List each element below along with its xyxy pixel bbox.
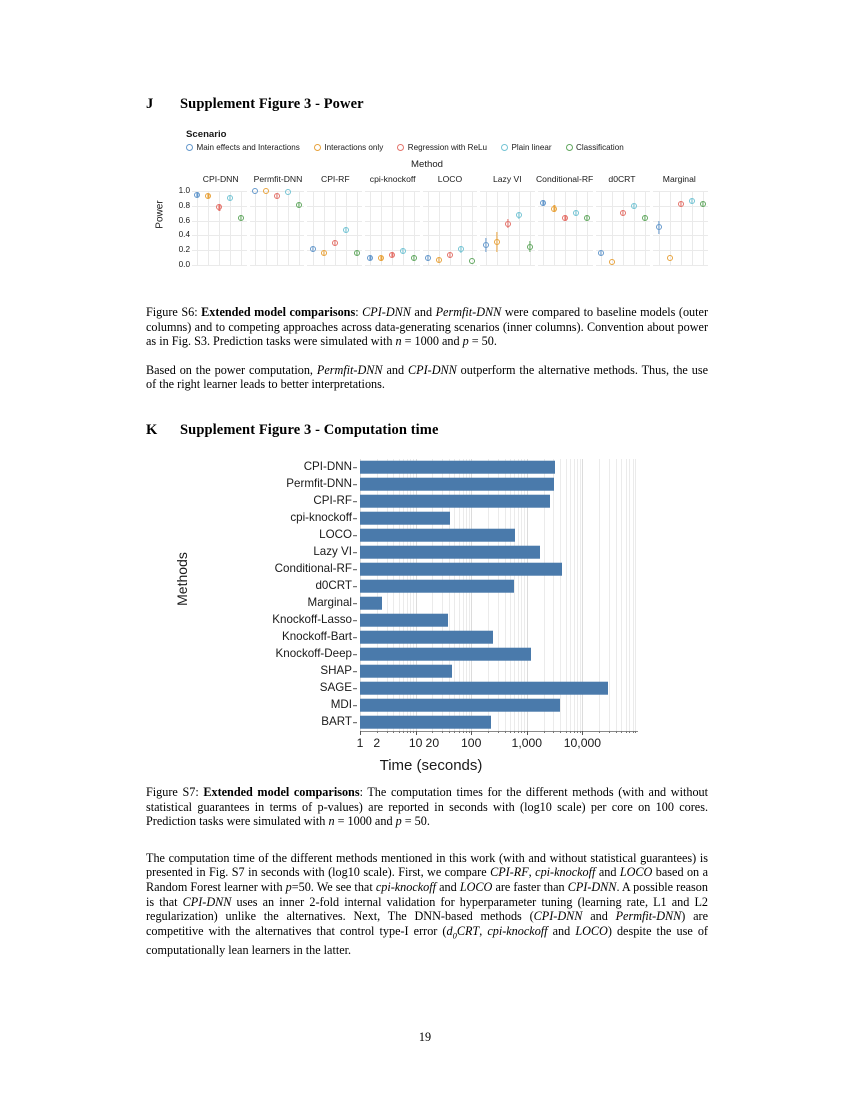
gridline-vertical <box>609 459 610 731</box>
bar-label-cpi-dnn: CPI-DNN <box>303 460 352 474</box>
power-data-point <box>378 255 384 261</box>
x-axis-tick <box>582 731 583 735</box>
panel-title-permfit-dnn: Permfit-DNN <box>253 174 303 184</box>
x-axis-tick <box>544 731 545 734</box>
legend-item-label: Interactions only <box>324 143 384 152</box>
figure-s6-caption-bold: Extended model comparisons <box>201 305 356 319</box>
panel-title-row <box>192 174 708 184</box>
power-data-point <box>285 189 291 195</box>
gridline-vertical <box>439 191 440 265</box>
power-panel <box>538 191 593 266</box>
power-data-point <box>425 255 431 261</box>
panel-title-marginal: Marginal <box>662 174 696 184</box>
figure-s7-time-chart <box>146 453 708 783</box>
power-data-point <box>274 193 280 199</box>
power-panel <box>250 191 305 266</box>
power-y-tick: 0.2 <box>178 245 190 255</box>
x-axis-tick <box>360 731 361 735</box>
legend-item-2[interactable] <box>397 143 487 152</box>
power-data-point <box>620 210 626 216</box>
gridline-vertical <box>612 191 613 265</box>
bar-category-labels <box>214 459 358 731</box>
gridline-vertical <box>576 191 577 265</box>
x-axis-tick <box>466 731 467 734</box>
power-data-point <box>238 215 244 221</box>
x-axis-tick <box>629 731 630 734</box>
power-panel <box>596 191 651 266</box>
bar-label-d0crt: d0CRT <box>315 579 352 593</box>
power-y-tick: 1.0 <box>178 185 190 195</box>
legend-item-4[interactable] <box>566 143 624 152</box>
power-data-point <box>332 240 338 246</box>
gridline-vertical <box>633 459 634 731</box>
power-data-point <box>194 192 200 198</box>
figure-s7-caption-bold: Extended model comparisons <box>203 784 360 799</box>
power-data-point <box>354 250 360 256</box>
x-tick-label: 2 <box>373 735 381 750</box>
x-axis-tick <box>635 731 636 734</box>
bar-plot-box <box>360 459 638 732</box>
power-data-point <box>343 227 349 233</box>
gridline-vertical <box>519 191 520 265</box>
gridline-vertical <box>255 191 256 265</box>
figure-s7-caption: Figure S7: Extended model comparisons: The computation times for the different methods (with and without statistical guarantees in terms of p-values) are reported in seconds with (log10 scale) per core on 100 cores. Prediction tasks were simulated with n = 1000 and p = 50. <box>146 784 709 829</box>
time-discussion-paragraph: The computation time of the different methods mentioned in this work (with and without statistical guarantees) is presented in Fig. S7 in seconds with (log10 scale). First, we compare CPI-RF, cpi-knockoff and LOCO based on a Random Forest learner with p=50. We see that cpi-knockoff and LOCO are faster than CPI-DNN. A possible reason is that CPI-DNN uses an inner 2-fold internal validation for hyperparameter tuning (learning rate, L1 and L2 regularization) unlike the alternatives. Next, The DNN-based methods (CPI-DNN and Permfit-DNN) are competitive with the alternatives that control type-I error ($d_0CRT$, cpi-knockoff and LOCO) despite the use of computationally lean learners in the latter. <box>146 850 709 957</box>
gridline-vertical <box>277 191 278 265</box>
power-y-axis-label: Power <box>154 200 166 229</box>
panel-title-cpi-rf: CPI-RF <box>320 174 350 184</box>
power-panel <box>192 191 247 266</box>
x-axis-tick <box>518 731 519 734</box>
x-axis-tick <box>570 731 571 734</box>
method-axis-title: Method <box>411 159 443 170</box>
gridline-vertical <box>623 191 624 265</box>
gridline-horizontal <box>192 265 247 266</box>
legend-marker-icon <box>186 144 193 151</box>
power-data-point <box>527 244 533 250</box>
gridline-horizontal <box>423 265 478 266</box>
bar-label-cpi-rf: CPI-RF <box>313 494 352 508</box>
power-data-point <box>689 198 695 204</box>
x-axis-tick <box>560 731 561 734</box>
time-bar <box>360 580 514 593</box>
gridline-horizontal <box>653 265 708 266</box>
x-axis-tick <box>626 731 627 734</box>
power-plot-area <box>146 185 708 275</box>
x-axis-tick <box>527 731 528 735</box>
x-axis-tick <box>463 731 464 734</box>
time-bar <box>360 665 452 678</box>
power-data-point <box>700 201 706 207</box>
x-tick-label: 10 <box>408 735 423 750</box>
power-data-point <box>505 221 511 227</box>
gridline-horizontal <box>307 265 362 266</box>
power-panels <box>192 191 708 271</box>
x-axis-tick <box>580 731 581 734</box>
power-y-tick: 0.4 <box>178 230 190 240</box>
power-data-point <box>516 212 522 218</box>
gridline-vertical <box>313 191 314 265</box>
power-data-point <box>447 252 453 258</box>
x-axis-tick <box>469 731 470 734</box>
bar-label-shap: SHAP <box>320 664 352 678</box>
x-axis-tick <box>521 731 522 734</box>
section-heading-k <box>146 422 708 439</box>
x-axis-tick <box>514 731 515 734</box>
gridline-vertical <box>530 191 531 265</box>
power-data-point <box>551 206 557 212</box>
legend-marker-icon <box>501 144 508 151</box>
legend-item-label: Main effects and Interactions <box>196 143 300 152</box>
gridline-horizontal <box>538 265 593 266</box>
time-bar <box>360 512 450 525</box>
gridline-vertical <box>197 191 198 265</box>
x-axis-tick <box>387 731 388 734</box>
x-axis-tick <box>621 731 622 734</box>
bar-label-knockoff-bart: Knockoff-Bart <box>281 630 352 644</box>
power-y-tick-labels <box>160 185 190 269</box>
x-axis-tick <box>449 731 450 734</box>
power-y-tick: 0.6 <box>178 215 190 225</box>
power-discussion-paragraph: Based on the power computation, Permfit-DNN and CPI-DNN outperform the alternative methods. Thus, the use of the right learner leads to better interpretations. <box>146 362 708 392</box>
power-data-point <box>458 246 464 252</box>
gridline-horizontal <box>365 265 420 266</box>
panel-title-conditional-rf: Conditional-RF <box>535 174 594 184</box>
figure-s6-caption: Figure S6: Extended model comparisons: CPI-DNN and Permfit-DNN were compared to baseline models (outer columns) and to competing approaches across data-generating scenarios (inner columns). Convention about power as in Fig. S3. Prediction tasks were simulated with n = 1000 and p = 50. <box>146 305 708 349</box>
gridline-vertical <box>645 191 646 265</box>
power-data-point <box>310 246 316 252</box>
bar-label-bart: BART <box>321 715 352 729</box>
panel-title-lazy-vi: Lazy VI <box>492 174 522 184</box>
x-axis-tick <box>566 731 567 734</box>
time-bar <box>360 716 491 729</box>
gridline-vertical <box>626 459 627 731</box>
gridline-horizontal <box>596 265 651 266</box>
power-data-point <box>540 200 546 206</box>
power-data-point <box>400 248 406 254</box>
power-data-point <box>494 239 500 245</box>
x-tick-label: 1,000 <box>511 735 543 750</box>
gridline-vertical <box>616 459 617 731</box>
power-y-tick: 0.8 <box>178 200 190 210</box>
bar-label-conditional-rf: Conditional-RF <box>274 562 352 576</box>
power-data-point <box>598 250 604 256</box>
power-data-point <box>263 188 269 194</box>
power-data-point <box>573 210 579 216</box>
figure-s7-caption-prefix: Figure S7: <box>146 784 199 799</box>
bar-label-knockoff-lasso: Knockoff-Lasso <box>272 613 352 627</box>
gridline-vertical <box>486 191 487 265</box>
legend-item-3[interactable] <box>501 143 552 152</box>
power-data-point <box>205 193 211 199</box>
time-bar <box>360 682 608 695</box>
time-bar <box>360 699 560 712</box>
power-data-point <box>321 250 327 256</box>
page-number: 19 <box>418 1030 432 1044</box>
x-axis-tick <box>454 731 455 734</box>
power-panel <box>480 191 535 266</box>
x-axis-tick <box>399 731 400 734</box>
panel-title-loco: LOCO <box>437 174 463 184</box>
panel-title-cpi-dnn: CPI-DNN <box>202 174 239 184</box>
time-bar <box>360 648 531 661</box>
power-data-point <box>367 255 373 261</box>
x-tick-label: 1 <box>356 735 364 750</box>
x-tick-label: 20 <box>425 735 440 750</box>
power-data-point <box>469 258 475 264</box>
figure-s6-power-chart <box>146 129 708 289</box>
x-axis-tick <box>471 731 472 735</box>
gridline-vertical <box>497 191 498 265</box>
figure-s6-caption-prefix: Figure S6: <box>146 305 198 319</box>
power-data-point <box>296 202 302 208</box>
gridline-vertical <box>587 191 588 265</box>
x-axis-tick <box>403 731 404 734</box>
x-axis-tick <box>410 731 411 734</box>
power-data-point <box>562 215 568 221</box>
gridline-vertical <box>428 191 429 265</box>
legend-marker-icon <box>397 144 404 151</box>
time-bar <box>360 529 515 542</box>
gridline-vertical <box>565 191 566 265</box>
section-letter-j: J <box>146 96 154 112</box>
x-axis-tick <box>393 731 394 734</box>
x-axis-tick <box>498 731 499 734</box>
page-content <box>146 96 708 957</box>
bar-label-knockoff-deep: Knockoff-Deep <box>275 647 352 661</box>
x-axis-tick <box>377 731 378 734</box>
scenario-legend <box>186 143 706 152</box>
legend-item-1[interactable] <box>314 143 383 152</box>
section-letter-k: K <box>146 421 158 438</box>
bar-label-loco: LOCO <box>319 528 352 542</box>
power-data-point <box>411 255 417 261</box>
gridline-vertical <box>288 191 289 265</box>
section-title-j: Supplement Figure 3 - Power <box>180 96 364 112</box>
x-tick-label: 100 <box>461 735 482 750</box>
power-data-point <box>678 201 684 207</box>
power-data-point <box>483 242 489 248</box>
legend-item-label: Plain linear <box>511 143 552 152</box>
gridline-vertical <box>629 459 630 731</box>
x-axis-tick <box>407 731 408 734</box>
x-axis-tick <box>459 731 460 734</box>
legend-marker-icon <box>566 144 573 151</box>
x-axis-tick <box>432 731 433 734</box>
bar-label-lazy-vi: Lazy VI <box>313 545 352 559</box>
bar-chart-area <box>214 459 642 750</box>
x-axis-tick <box>416 731 417 735</box>
power-data-point <box>584 215 590 221</box>
gridline-vertical <box>554 191 555 265</box>
legend-marker-icon <box>314 144 321 151</box>
power-panel <box>307 191 362 266</box>
x-axis-tick <box>633 731 634 734</box>
power-data-point <box>216 204 222 210</box>
x-axis-tick <box>505 731 506 734</box>
legend-title: Scenario <box>186 129 227 140</box>
x-axis-tick <box>442 731 443 734</box>
power-data-point <box>609 259 615 265</box>
power-data-point <box>667 255 673 261</box>
time-bar <box>360 461 555 474</box>
time-x-axis-label: Time (seconds) <box>379 756 483 774</box>
gridline-vertical <box>461 191 462 265</box>
time-bar <box>360 597 382 610</box>
power-data-point <box>389 252 395 258</box>
x-axis-tick <box>616 731 617 734</box>
gridline-vertical <box>266 191 267 265</box>
x-axis-tick <box>609 731 610 734</box>
gridline-vertical <box>208 191 209 265</box>
power-data-point <box>631 203 637 209</box>
gridline-vertical <box>335 191 336 265</box>
gridline-vertical <box>241 191 242 265</box>
legend-item-0[interactable] <box>186 143 300 152</box>
time-bar <box>360 631 493 644</box>
power-data-point <box>656 224 662 230</box>
time-bar <box>360 546 540 559</box>
gridline-vertical <box>472 191 473 265</box>
power-data-point <box>252 188 258 194</box>
gridline-vertical <box>635 459 636 731</box>
time-bar <box>360 495 550 508</box>
gridline-horizontal <box>480 265 535 266</box>
bar-label-mdi: MDI <box>330 698 352 712</box>
methods-y-axis-label: Methods <box>174 552 190 606</box>
x-axis-tick <box>488 731 489 734</box>
gridline-vertical <box>219 191 220 265</box>
time-bar <box>360 614 448 627</box>
section-heading-j <box>146 96 708 113</box>
power-data-point <box>436 257 442 263</box>
panel-title-cpi-knockoff: cpi-knockoff <box>369 174 416 184</box>
x-axis-tick <box>524 731 525 734</box>
bar-label-marginal: Marginal <box>307 596 352 610</box>
time-bar <box>360 563 562 576</box>
power-panel <box>423 191 478 266</box>
legend-item-label: Regression with ReLu <box>407 143 487 152</box>
power-panel <box>365 191 420 266</box>
x-axis-tick <box>599 731 600 734</box>
power-y-tick: 0.0 <box>178 259 190 269</box>
power-data-point <box>642 215 648 221</box>
gridline-vertical <box>230 191 231 265</box>
section-title-k: Supplement Figure 3 - Computation time <box>180 421 439 438</box>
x-axis-tick <box>553 731 554 734</box>
legend-item-label: Classification <box>576 143 624 152</box>
gridline-horizontal <box>250 265 305 266</box>
x-axis-tick <box>577 731 578 734</box>
power-data-point <box>227 195 233 201</box>
bar-label-permfit-dnn: Permfit-DNN <box>286 477 352 491</box>
power-panel <box>653 191 708 266</box>
bar-label-sage: SAGE <box>319 681 352 695</box>
x-tick-label: 10,000 <box>563 735 602 750</box>
gridline-vertical <box>508 191 509 265</box>
x-axis-tick <box>510 731 511 734</box>
bar-label-cpi-knockoff: cpi-knockoff <box>290 511 352 525</box>
time-bar <box>360 478 554 491</box>
x-axis-tick <box>574 731 575 734</box>
gridline-vertical <box>621 459 622 731</box>
x-axis-tick <box>413 731 414 734</box>
panel-title-d0crt: d0CRT <box>608 174 636 184</box>
gridline-vertical <box>381 191 382 265</box>
